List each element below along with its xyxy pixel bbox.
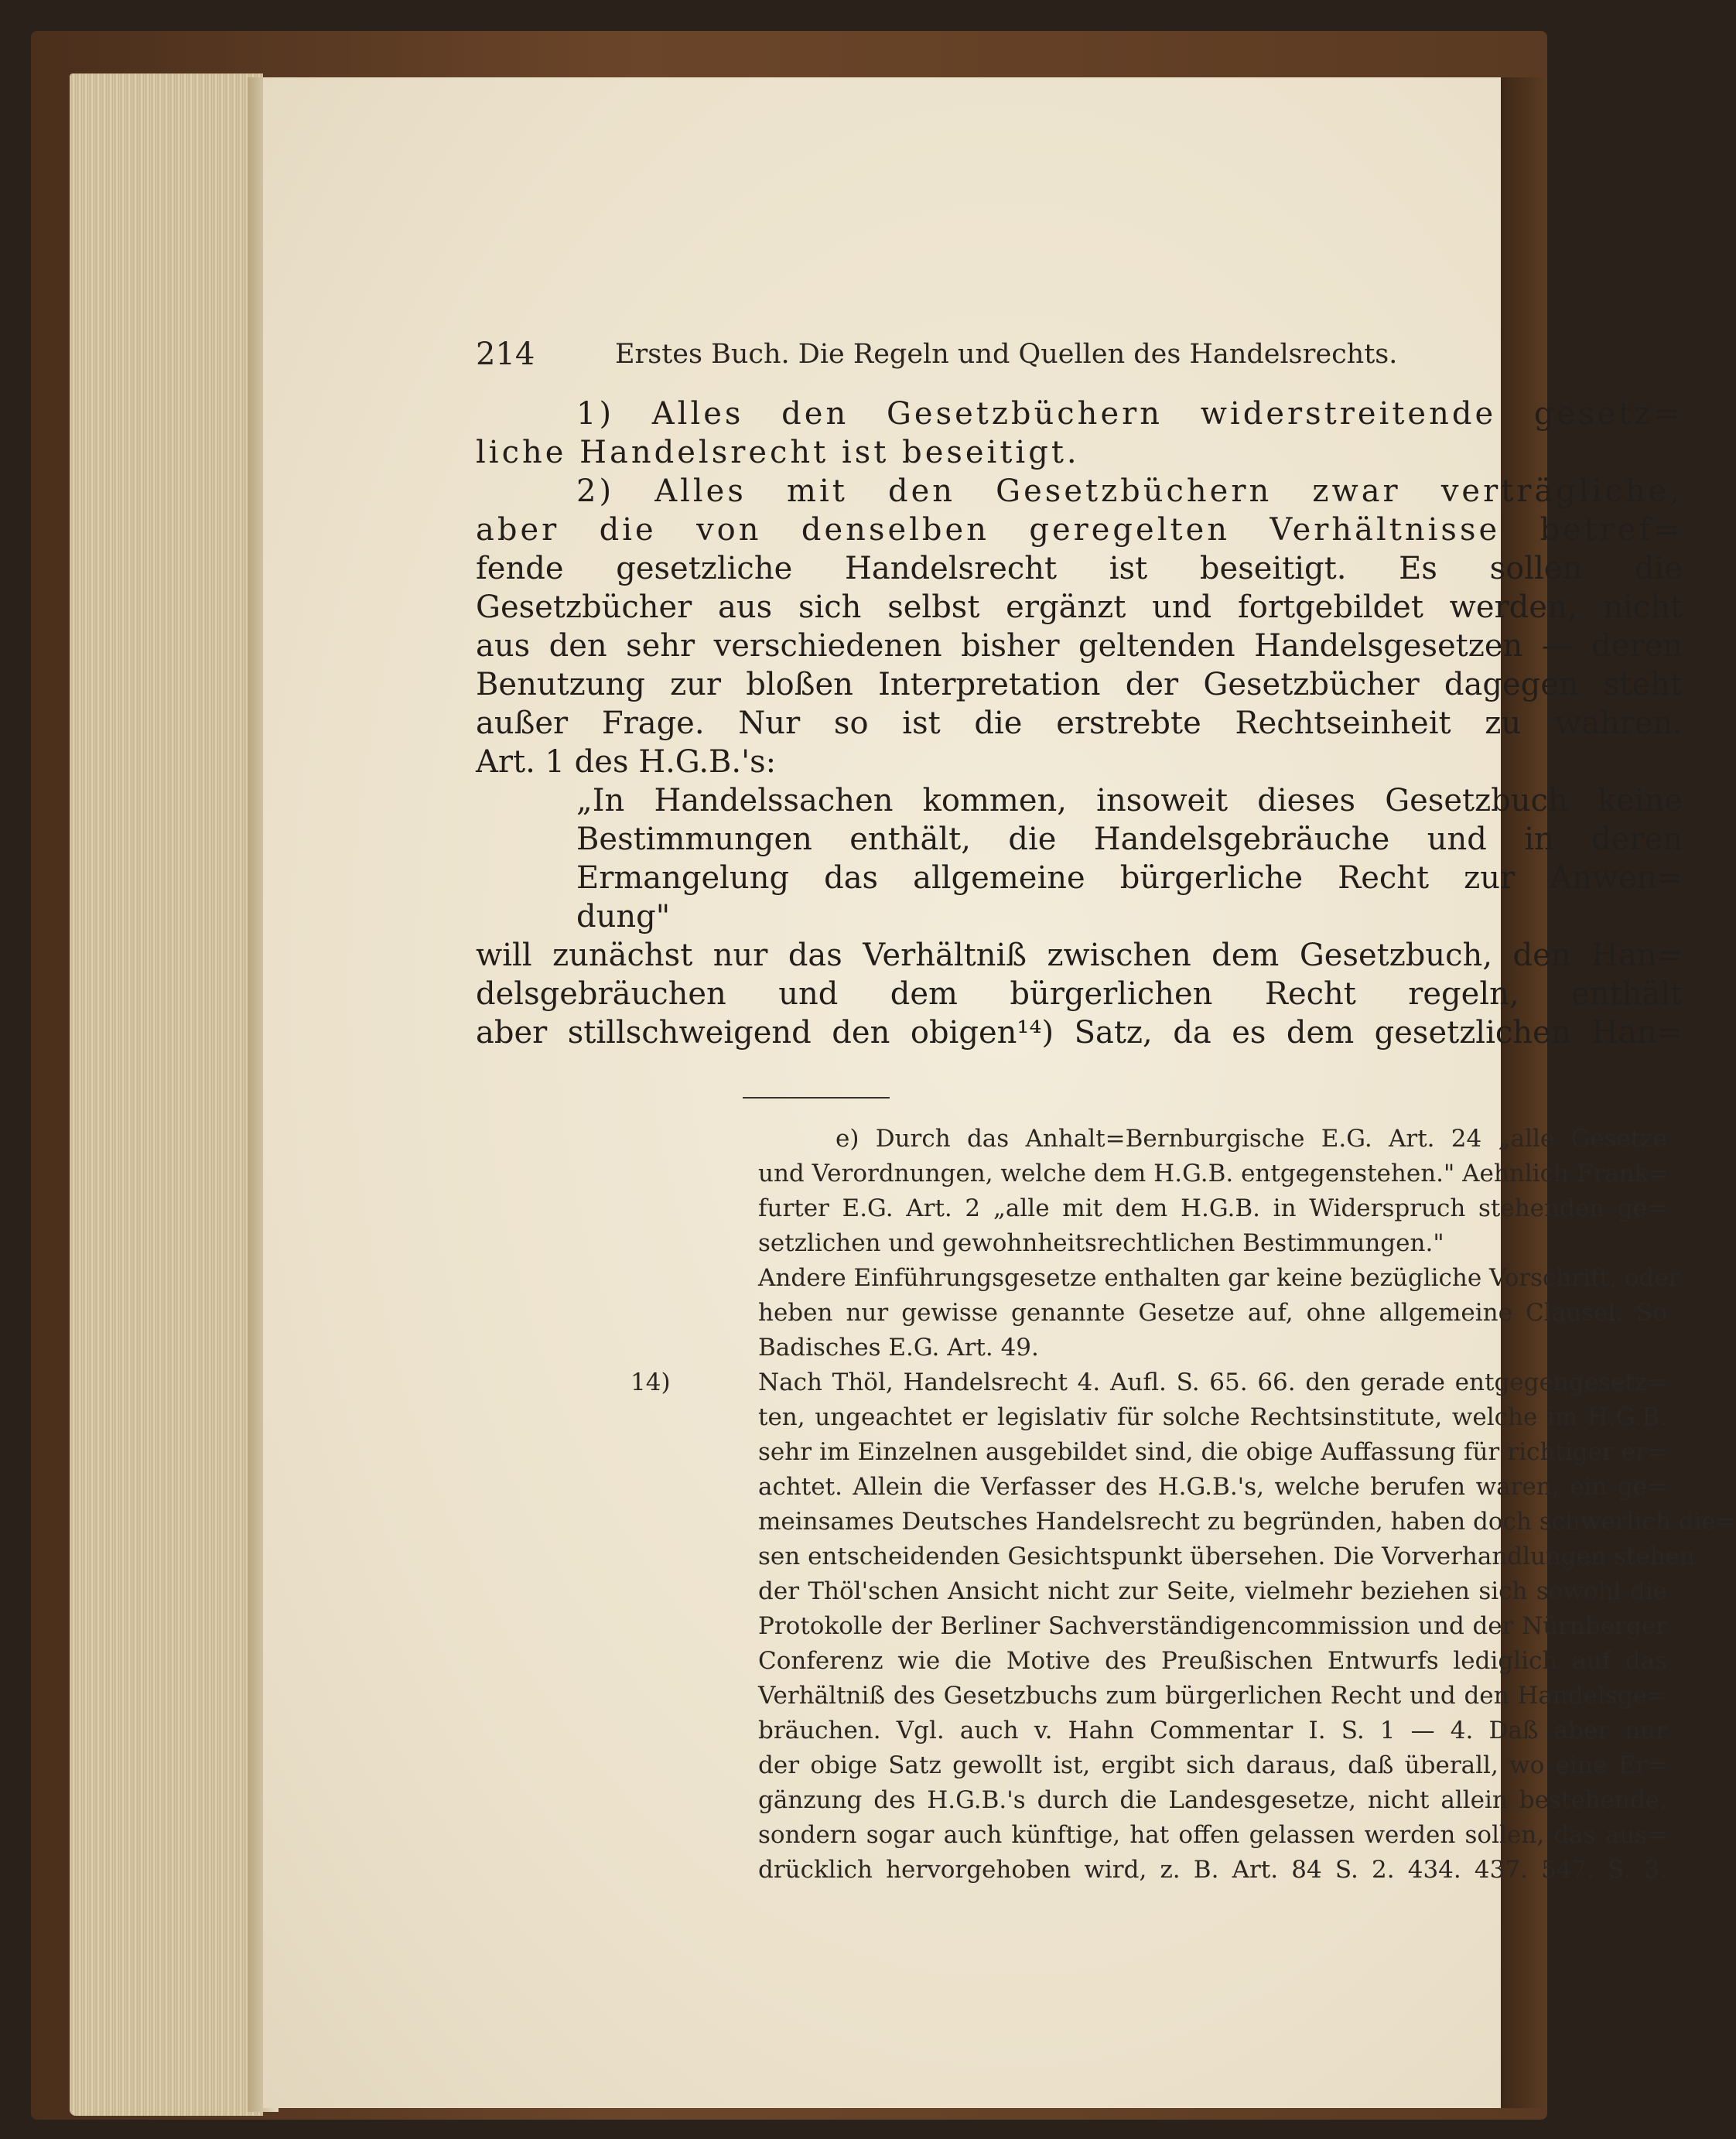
footnote-line: drücklich hervorgehoben wird, z. B. Art. 84 S. 2. 434. 437. 547. S. 3. [758, 1856, 1667, 1884]
text-line: liche Handelsrecht ist beseitigt. [476, 435, 1080, 470]
footnote-e [758, 1122, 1680, 1365]
text-line: Benutzung zur bloßen Interpretation der Gesetzbücher dagegen steht [476, 667, 1683, 702]
footnote-line: bräuchen. Vgl. auch v. Hahn Commentar I. S. 1 — 4. Daß aber nur [758, 1717, 1667, 1744]
footnote-line: ten, ungeachtet er legislativ für solche Rechtsinstitute, welche im H.G.B. [758, 1403, 1667, 1431]
footnote-line: heben nur gewisse genannte Gesetze auf, ohne allgemeine Clausel. So [758, 1299, 1667, 1327]
footnote-line: gänzung des H.G.B.'s durch die Landesgesetze, nicht allein bestehende, [758, 1786, 1667, 1814]
text-line: Gesetzbücher aus sich selbst ergänzt und fortgebildet werden, nicht [476, 589, 1683, 625]
text-line: delsgebräuchen und dem bürgerlichen Recht regeln, enthält [476, 976, 1683, 1012]
footnote-line: sondern sogar auch künftige, hat offen gelassen werden sollen, das aus= [758, 1821, 1667, 1849]
text-line: aus den sehr verschiedenen bisher geltenden Handelsgesetzen — deren [476, 628, 1683, 664]
footnote-line: der Thöl'schen Ansicht nicht zur Seite, vielmehr beziehen sich sowohl die [758, 1577, 1667, 1605]
footnote-line: Protokolle der Berliner Sachverständigencommission und der Nürnberger [758, 1612, 1667, 1640]
quote-line: „In Handelssachen kommen, insoweit dieses Gesetzbuch keine [576, 783, 1683, 818]
quote-line: Bestimmungen enthält, die Handelsgebräuche und in deren [576, 822, 1683, 857]
footnotes [630, 1122, 1736, 1888]
main-text [476, 395, 1683, 1052]
footnote-line: 14) Nach Thöl, Handelsrecht 4. Aufl. S. 65. 66. den gerade entgegengesetz= [758, 1365, 1667, 1400]
footnote-line: furter E.G. Art. 2 „alle mit dem H.G.B. in Widerspruch stehenden ge= [758, 1194, 1667, 1222]
text-line: fende gesetzliche Handelsrecht ist beseitigt. Es sollen die [476, 551, 1683, 586]
footnote-label: 14) [630, 1368, 671, 1396]
footnote-line: Conferenz wie die Motive des Preußischen Entwurfs lediglich auf das [758, 1647, 1667, 1675]
footnote-line: Andere Einführungsgesetze enthalten gar keine bezügliche Vorschrift, oder [758, 1264, 1680, 1292]
footnote-line: setzlichen und gewohnheitsrechtlichen Bestimmungen." [758, 1229, 1444, 1257]
text-line: aber stillschweigend den obigen¹⁴) Satz, da es dem gesetzlichen Han= [476, 1015, 1683, 1051]
footnote-14 [630, 1365, 1736, 1888]
footnote-label: e) [836, 1125, 859, 1153]
footnote-line: Verhältniß des Gesetzbuchs zum bürgerlichen Recht und den Handelsge= [758, 1682, 1667, 1710]
text-line: aber die von denselben geregelten Verhältnisse betref= [476, 512, 1683, 548]
quote-line: Ermangelung das allgemeine bürgerliche Recht zur Anwen= [576, 860, 1683, 896]
page-number: 214 [476, 337, 535, 372]
footnote-line: meinsames Deutsches Handelsrecht zu begründen, haben doch schwerlich die= [758, 1508, 1736, 1536]
text-line: Art. 1 des H.G.B.'s: [476, 744, 777, 780]
page-edges [70, 73, 263, 2116]
footnote-line: e) Durch das Anhalt=Bernburgische E.G. Art. 24 „alle Gesetze [836, 1125, 1667, 1153]
text-line: 1) Alles den Gesetzbüchern widerstreitende gesetz= [576, 396, 1683, 432]
footnote-line: der obige Satz gewollt ist, ergibt sich daraus, daß überall, wo eine Er= [758, 1751, 1667, 1779]
text-line: außer Frage. Nur so ist die erstrebte Rechtseinheit zu wahren. [476, 706, 1683, 741]
page-header [476, 337, 1683, 372]
footnote-line: sehr im Einzelnen ausgebildet sind, die obige Auffassung für richtiger er= [758, 1438, 1667, 1466]
footnote-line: sen entscheidenden Gesichtspunkt übersehen. Die Vorverhandlungen stehen [758, 1543, 1695, 1570]
footnote-line: und Verordnungen, welche dem H.G.B. entgegenstehen." Aehnlich Frank= [758, 1160, 1669, 1187]
footnote-line: achtet. Allein die Verfasser des H.G.B.'s, welche berufen waren, ein ge= [758, 1473, 1667, 1501]
book-page [263, 77, 1736, 2108]
footnote-rule [743, 1097, 890, 1099]
footnote-line: Badisches E.G. Art. 49. [758, 1334, 1039, 1362]
quote-line: dung" [576, 899, 671, 935]
text-line: 2) Alles mit den Gesetzbüchern zwar verträgliche, [576, 473, 1683, 509]
running-head: Erstes Buch. Die Regeln und Quellen des Handelsrechts. [615, 339, 1398, 370]
text-line: will zunächst nur das Verhältniß zwischen dem Gesetzbuch, den Han= [476, 938, 1683, 973]
